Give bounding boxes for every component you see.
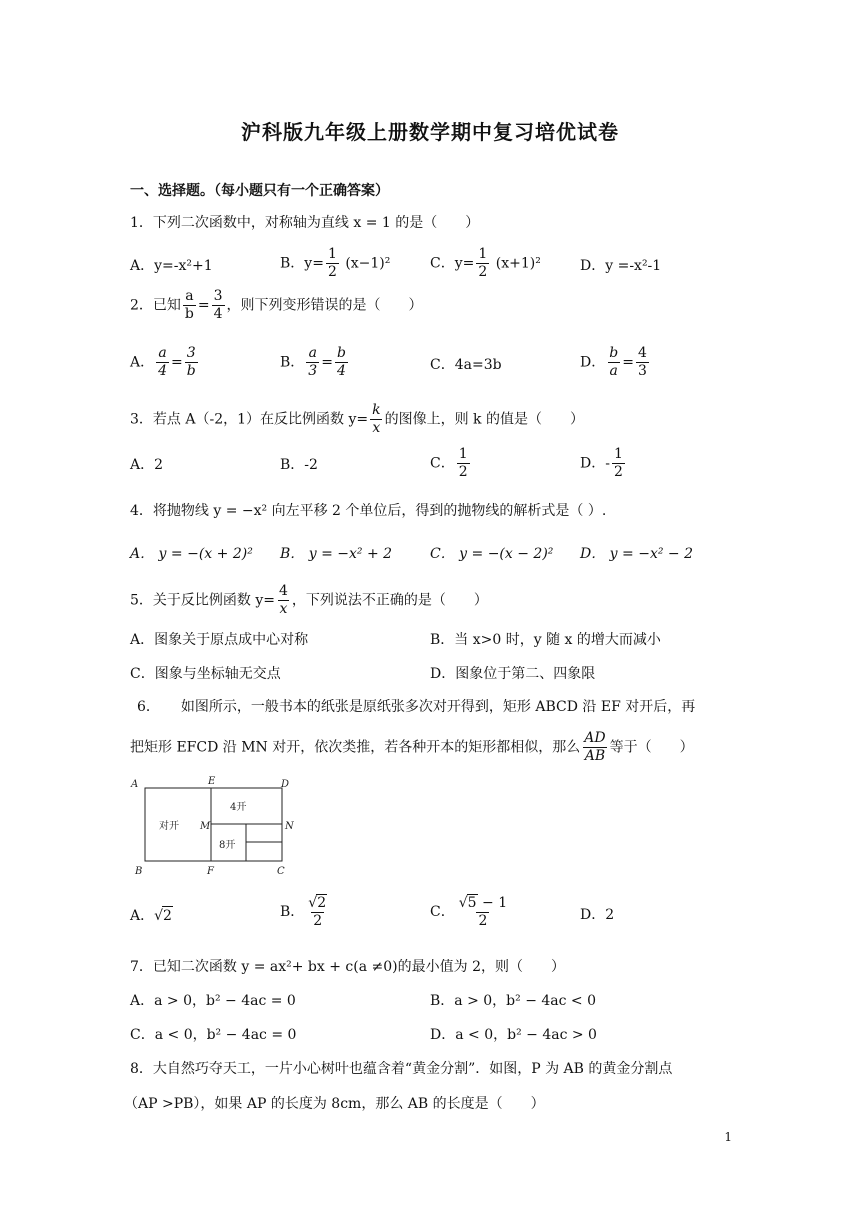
q2-option-a: A． $\frac{a}{4}$ = $\frac{3}{b}$	[130, 345, 196, 379]
q1-option-c: C．y= $\frac{1}{2}$ (x+1)²	[430, 246, 541, 280]
q3-option-c: C． $\frac{1}{2}$	[430, 446, 468, 480]
q1-option-b: B．y= $\frac{1}{2}$ (x−1)²	[280, 246, 391, 280]
q3-option-d: D．- $\frac{1}{2}$	[580, 446, 623, 480]
q2-option-d: D． $\frac{b}{a}$ = $\frac{4}{3}$	[580, 345, 647, 379]
question-8-line-1: 8．大自然巧夺天工，一片小心树叶也蕴含着“黄金分割”．如图，P 为 AB 的黄金分割点	[130, 1061, 673, 1077]
question-1-stem: 1．下列二次函数中，对称轴为直线 x = 1 的是（ ）	[130, 215, 480, 231]
question-3-stem: 3．若点 A（-2，1）在反比例函数 y= $\frac{k}{x}$ 的图像上，则 k 的值是（ ）	[130, 402, 584, 436]
q5-option-a: A．图象关于原点成中心对称	[130, 632, 309, 648]
q6-option-d: D．2	[580, 907, 615, 923]
label-point-d: D	[281, 779, 290, 790]
label-point-e: E	[208, 776, 216, 787]
label-eighth-sheet: 8开	[219, 840, 236, 851]
question-7-stem: 7．已知二次函数 y = ax²+ bx + c(a ≠0)的最小值为 2，则（ ）	[130, 959, 565, 975]
q2-option-b: B． $\frac{a}{3}$ = $\frac{b}{4}$	[280, 345, 346, 379]
q3-option-b: B．-2	[280, 457, 318, 473]
label-point-m: M	[200, 821, 211, 832]
question-4-stem: 4．将抛物线 y = −x² 向左平移 2 个单位后，得到的抛物线的解析式是（ ）.	[130, 503, 607, 519]
q6-option-b: B． √ 2 2	[280, 895, 327, 929]
label-point-a: A	[131, 779, 139, 790]
q5-option-c: C．图象与坐标轴无交点	[130, 666, 281, 682]
q4-option-a: A． y = −(x + 2)²	[130, 546, 253, 562]
label-point-c: C	[277, 866, 285, 877]
question-2-stem: 2．已知 $\frac{a}{b}$ = $\frac{3}{4}$ ，则下列变形错误的是（ ）	[130, 288, 423, 322]
fraction: $\frac{1}{2}$	[478, 246, 488, 280]
q7-option-b: B．a > 0，b² − 4ac < 0	[430, 993, 597, 1009]
label-point-b: B	[135, 866, 143, 877]
q7-option-a: A．a > 0，b² − 4ac = 0	[130, 993, 296, 1009]
question-6-line-2: 把矩形 EFCD 沿 MN 对开，依次类推，若各种开本的矩形都相似，那么 $\frac{AD}{AB}$ 等于（ ）	[130, 730, 694, 764]
question-6-line-1: 6． 如图所示，一般书本的纸张是原纸张多次对开得到，矩形 ABCD 沿 EF 对开后，再	[137, 699, 696, 715]
square-root: √ 2	[154, 908, 172, 924]
q6-option-a: A．√ 2	[130, 908, 172, 924]
q3-option-a: A．2	[130, 457, 164, 473]
q4-option-b: B． y = −x² + 2	[280, 546, 393, 562]
paper-folding-figure	[128, 774, 298, 878]
q2-option-c: C．4a=3b	[430, 357, 502, 373]
label-point-f: F	[207, 866, 214, 877]
q7-option-c: C．a < 0，b² − 4ac = 0	[130, 1027, 297, 1043]
question-5-stem: 5．关于反比例函数 y= $\frac{4}{x}$ ，下列说法不正确的是（ ）	[130, 583, 488, 617]
fraction: $\frac{1}{2}$	[327, 246, 337, 280]
question-8-line-2: （AP >PB），如果 AP 的长度为 8cm，那么 AB 的长度是（ ）	[124, 1096, 545, 1112]
label-point-n: N	[285, 821, 294, 832]
section-heading: 一、选择题。（每小题只有一个正确答案）	[130, 183, 389, 199]
q5-option-d: D．图象位于第二、四象限	[430, 666, 596, 682]
q6-option-c: C． √ 5 − 1 2	[430, 895, 508, 929]
label-half-sheet: 对开	[159, 821, 179, 832]
page-number: 1	[724, 1130, 732, 1144]
q5-option-b: B．当 x>0 时，y 随 x 的增大而减小	[430, 632, 661, 648]
q4-option-d: D． y = −x² − 2	[580, 546, 693, 562]
label-quarter-sheet: 4开	[230, 802, 247, 813]
q4-option-c: C． y = −(x − 2)²	[430, 546, 554, 562]
q7-option-d: D．a < 0，b² − 4ac > 0	[430, 1027, 597, 1043]
page-title: 沪科版九年级上册数学期中复习培优试卷	[241, 120, 619, 144]
q1-option-d: D．y =-x²-1	[580, 258, 662, 274]
q1-option-a: A．y=-x²+1	[130, 258, 213, 274]
